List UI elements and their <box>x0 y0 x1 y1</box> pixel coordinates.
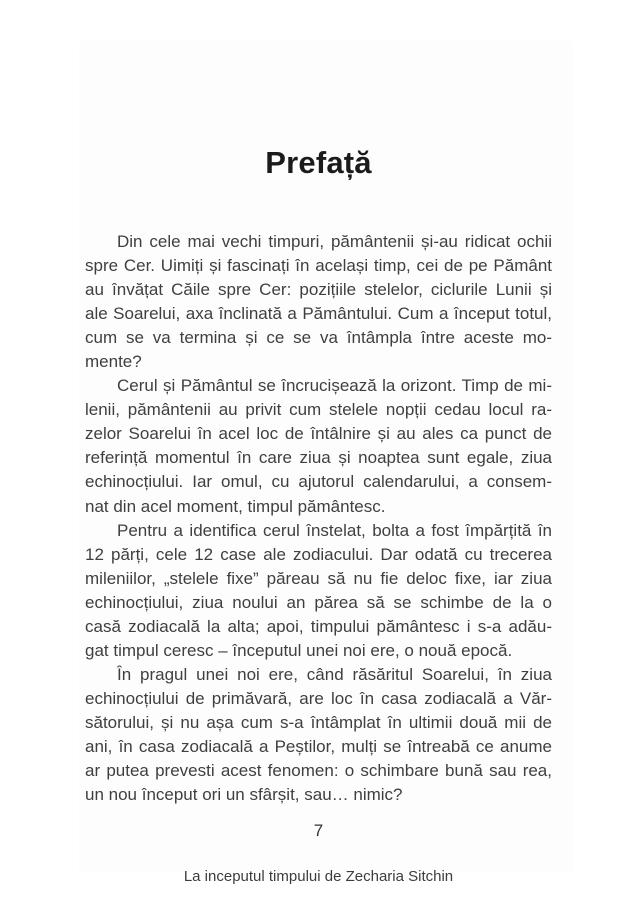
paragraph <box>85 519 552 663</box>
page-body <box>85 230 552 807</box>
text-line: mileniilor, „stelele fixe” păreau să nu fie deloc fixe, iar ziua <box>85 568 552 588</box>
text-line: ale Soarelui, axa înclinată a Pământului. Cum a început totul, <box>85 304 552 324</box>
paragraph <box>85 230 552 374</box>
text-line: Cerul și Pământul se încrucișează la orizont. Timp de mi- <box>117 376 552 396</box>
text-line: ani, în casa zodiacală a Peștilor, mulți se întreabă ce anume <box>85 736 552 756</box>
text-line: cum se va termina și ce se va întâmpla între aceste mo- <box>85 328 552 348</box>
text-line: gat timpul ceresc – începutul unei noi ere, o nouă epocă. <box>85 640 513 660</box>
text-line: un nou început ori un sfârșit, sau… nimic? <box>85 785 403 805</box>
text-line: ar putea prevesti acest fenomen: o schimbare bună sau rea, <box>85 761 552 781</box>
text-line: echinocțiului de primăvară, are loc în casa zodiacală a Văr- <box>85 688 552 708</box>
text-line: Pentru a identifica cerul înstelat, bolta a fost împărțită în <box>117 520 552 540</box>
text-line: casă zodiacală la alta; apoi, timpului pământesc i s-a adău- <box>85 616 552 636</box>
text-line: sătorului, și nu așa cum s-a întâmplat în ultimii două mii de <box>85 712 552 732</box>
text-line: echinocțiului, ziua noului an părea să se schimbe de la o <box>85 592 552 612</box>
text-line: echinocțiului. Iar omul, cu ajutorul calendarului, a consem- <box>85 472 552 492</box>
text-line: nat din acel moment, timpul pământesc. <box>85 496 386 516</box>
text-line: referință momentul în care ziua și noaptea sunt egale, ziua <box>85 448 552 468</box>
text-line: spre Cer. Uimiți și fascinați în același timp, cei de pe Pământ <box>85 256 552 276</box>
text-line: Din cele mai vechi timpuri, pământenii și-au ridicat ochii <box>117 232 552 251</box>
paragraph <box>85 374 552 518</box>
chapter-title: Prefață <box>265 144 372 180</box>
text-line: mente? <box>85 352 142 372</box>
text-line: au învățat Căile spre Cer: pozițiile stelelor, ciclurile Lunii și <box>85 280 552 300</box>
book-footer-title: La inceputul timpului de Zecharia Sitchin <box>183 868 454 885</box>
text-line: zelor Soarelui în acel loc de întâlnire și au ales ca punct de <box>85 424 552 444</box>
text-line: 12 părți, cele 12 case ale zodiacului. Dar odată cu trecerea <box>85 544 552 564</box>
text-line: lenii, pământenii au privit cum stelele nopții cedau locul ra- <box>85 400 552 420</box>
paragraph <box>85 663 552 807</box>
text-line: În pragul unei noi ere, când răsăritul Soarelui, în ziua <box>117 664 552 684</box>
page-number: 7 <box>313 821 324 840</box>
